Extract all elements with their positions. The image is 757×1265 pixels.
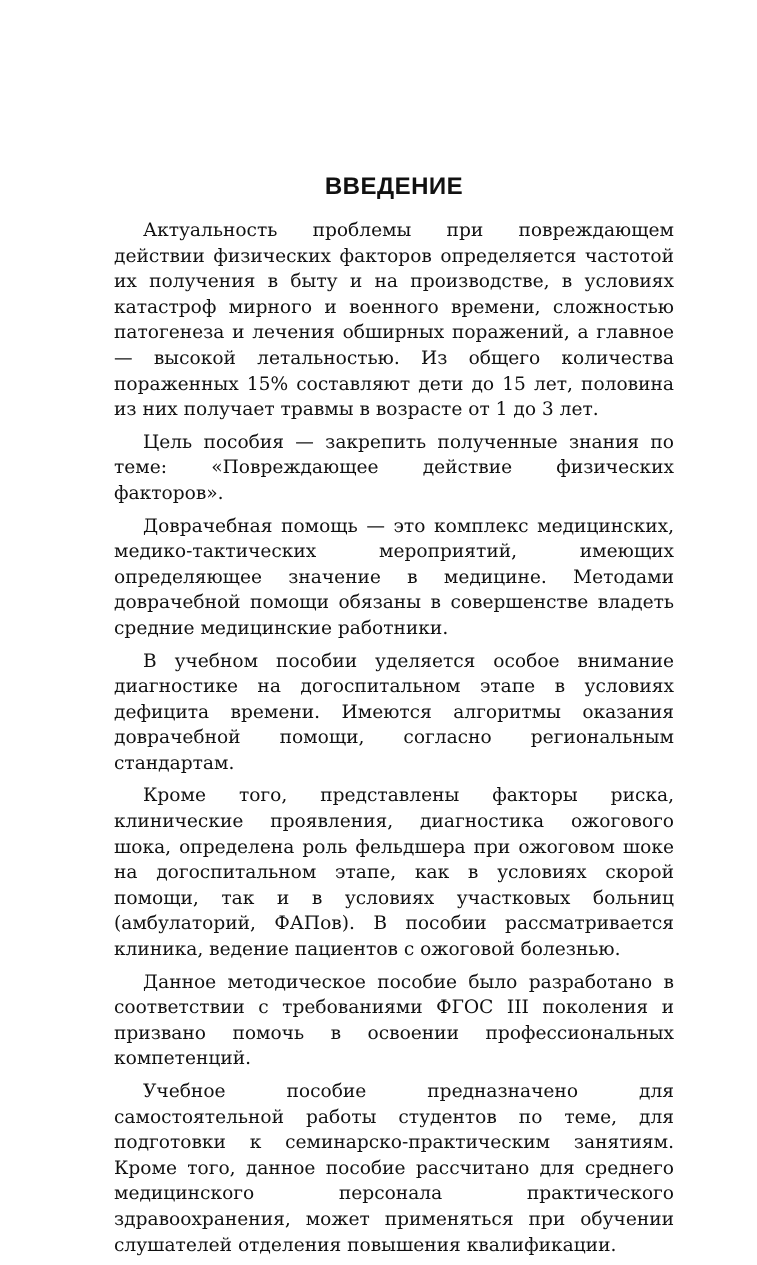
page-content [114,170,674,1265]
paragraph-risk-factors: Кроме того, представлены факторы риска, клинические проявления, диагностика ожогового шока, определена роль фельдшера при ожоговом шоке на догоспитальном этапе, как в условиях скорой помощи, так и в условиях участковых больниц (амбулаторий, ФАПов). В пособии рассматривается клиника, ведение пациентов с ожоговой болезнью. [114,785,674,961]
page-title: ВВЕДЕНИЕ [324,173,464,200]
paragraph-diagnostics: В учебном пособии уделяется особое внимание диагностике на догоспитальном этапе в условиях дефицита времени. Имеются алгоритмы оказания доврачебной помощи, согласно региональным стандартам. [114,650,674,774]
paragraph-purpose: Учебное пособие предназначено для самостоятельной работы студентов по теме, для подготовки к семинарско-практическим занятиям. Кроме того, данное пособие рассчитано для среднего медицинского персонала практического здравоохранения, может применяться при обучении слушателей отделения повышения квалификации. [114,1081,674,1256]
paragraph-relevance: Актуальность проблемы при повреждающем действии физических факторов определяется частотой их получения в быту и на производстве, в условиях катастроф мирного и военного времени, сложностью патогенеза и лечения обширных поражений, а главное — высокой летальностью. Из общего количества пораженных 15% составляют дети до 15 лет, половина из них получает травмы в возрасте от 1 до 3 лет. [114,220,674,421]
paragraph-standards: Данное методическое пособие было разработано в соответствии с требованиями ФГОС III поколения и призвано помочь в освоении профессиональных компетенций. [114,971,674,1070]
paragraph-first-aid: Доврачебная помощь — это комплекс медицинских, медико-тактических мероприятий, имеющих определяющее значение в медицине. Методами доврачебной помощи обязаны в совершенстве владеть средние медицинские работники. [114,515,674,639]
paragraph-goal: Цель пособия — закрепить полученные знания по теме: «Повреждающее действие физических факторов». [114,431,674,504]
